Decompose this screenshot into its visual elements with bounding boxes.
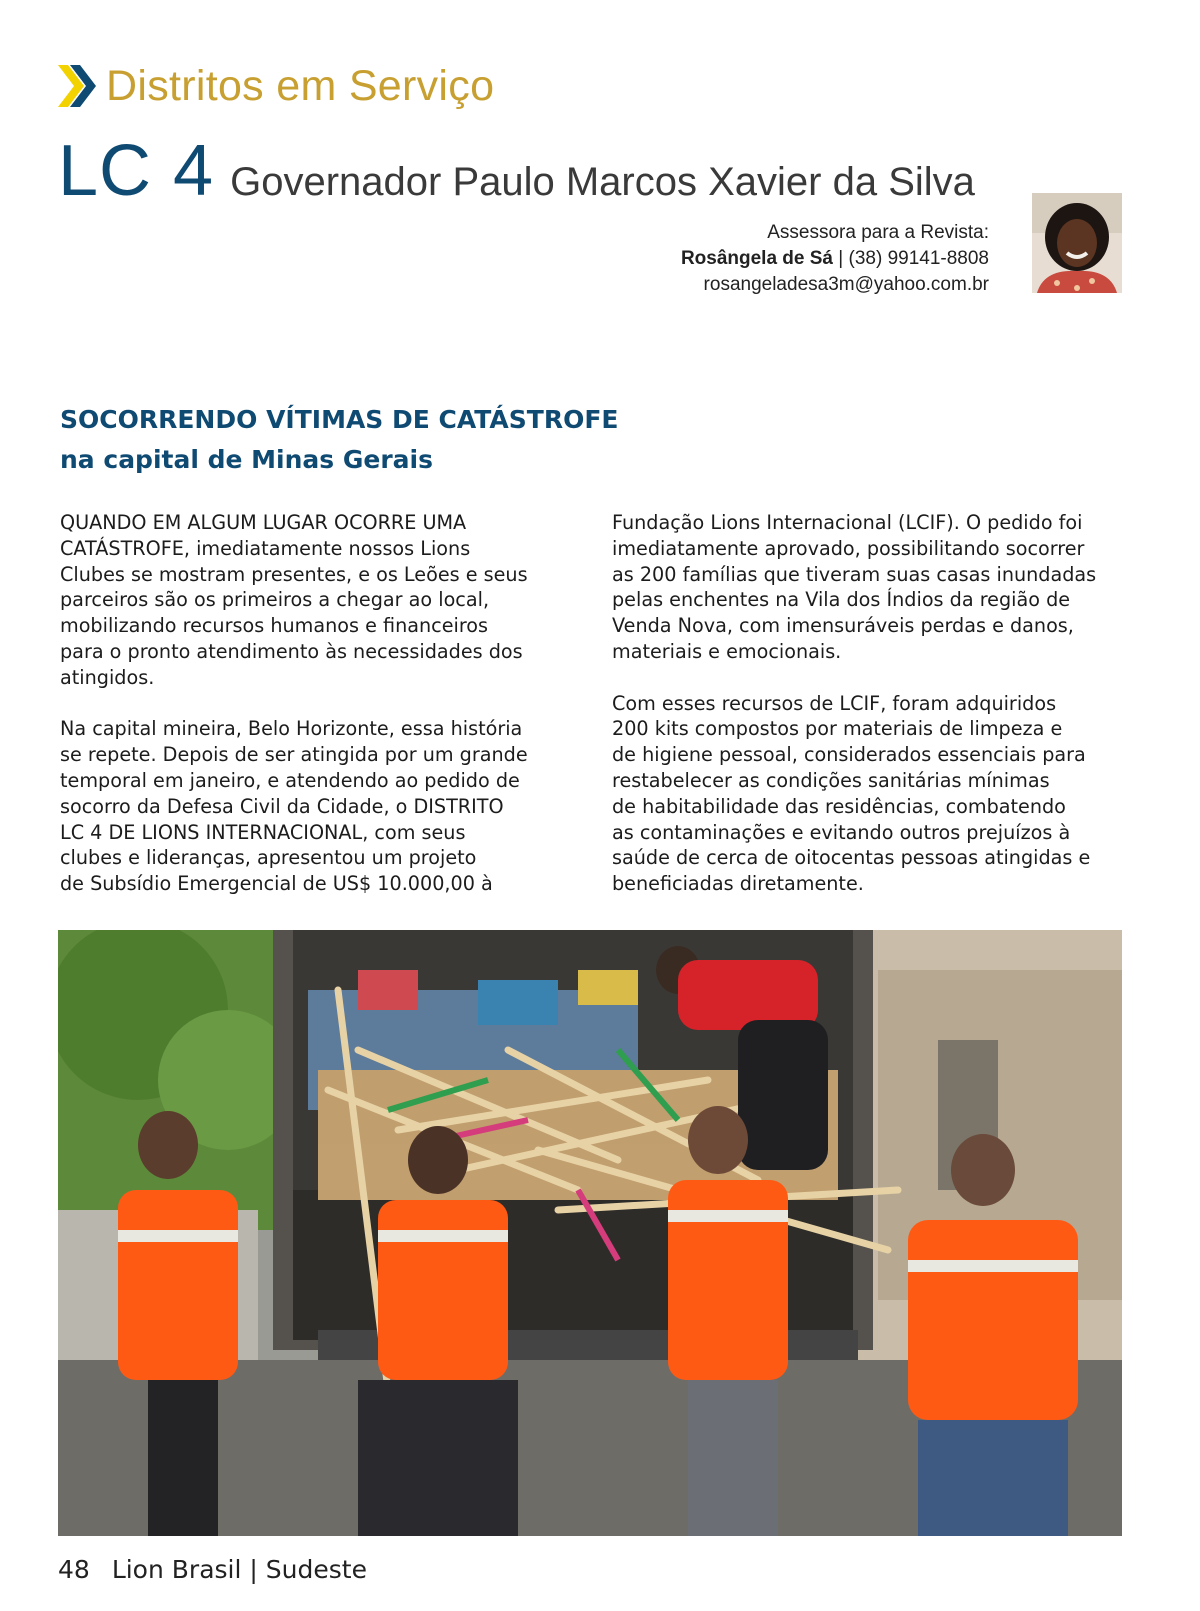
article-photo (58, 930, 1122, 1536)
footer-separator: | (241, 1555, 266, 1584)
article-headline (60, 400, 618, 480)
article-column-left (60, 510, 560, 923)
contact-block (681, 220, 989, 298)
district-code: LC 4 (58, 131, 215, 211)
truck-unloading-illustration (58, 930, 1122, 1536)
contact-phone: (38) 99141-8808 (848, 248, 989, 269)
avatar-photo (1032, 193, 1122, 293)
contact-role: Assessora para a Revista: (767, 222, 989, 243)
paragraph-2-start: Na capital mineira, Belo Horizonte, essa história se repete. Depois de ser atingida por um grande temporal em janeiro, e atendendo ao pedido de socorro da Defesa Civil da Cidade, o DISTRITO LC 4 DE LIONS INTERNACIONAL, com seus clubes e lideranças, apresentou um projeto de Subsídio Emergencial de US$ 10.000,00 à (60, 717, 528, 896)
section-title: Distritos em Serviço (106, 61, 495, 110)
contact-separator: | (833, 248, 849, 269)
governor-name: Governador Paulo Marcos Xavier da Silva (230, 160, 975, 204)
page-footer (58, 1555, 367, 1584)
contact-name-line (681, 246, 989, 272)
avatar (1032, 193, 1122, 293)
paragraph-2-end: Fundação Lions Internacional (LCIF). O pedido foi imediatamente aprovado, possibilitando socorrer as 200 famílias que tiveram suas casas inundadas pelas enchentes na Vila dos Índios da região de Venda Nova, com imensuráveis perdas e danos, materiais e emocionais. (612, 511, 1097, 663)
section-header (58, 58, 494, 114)
paragraph-3: Com esses recursos de LCIF, foram adquiridos 200 kits compostos por materiais de limpeza e de higiene pessoal, considerados essenciais para restabelecer as condições sanitárias mínimas de habitabilidade das residências, combatendo as contaminações e evitando outros prejuízos à saúde de cerca de oitocentas pessoas atingidas e beneficiadas diretamente. (612, 691, 1091, 896)
contact-email: rosangeladesa3m@yahoo.com.br (703, 274, 989, 295)
paragraph-1: QUANDO EM ALGUM LUGAR OCORRE UMA CATÁSTROFE, imediatamente nossos Lions Clubes se mostram presentes, e os Leões e seus parceiros são os primeiros a chegar ao local, mobilizando recursos humanos e financeiros para o pronto atendimento às necessidades dos atingidos. (60, 511, 528, 689)
headline-line-1: SOCORRENDO VÍTIMAS DE CATÁSTROFE (60, 405, 619, 434)
headline-line-2: na capital de Minas Gerais (60, 445, 433, 474)
chevron-right-icon (58, 63, 98, 109)
publication-name: Lion Brasil (111, 1555, 242, 1584)
region-name: Sudeste (265, 1555, 367, 1584)
district-heading (58, 130, 975, 212)
page-number: 48 (58, 1555, 90, 1584)
article-column-right (612, 510, 1132, 923)
contact-name: Rosângela de Sá (680, 248, 833, 269)
